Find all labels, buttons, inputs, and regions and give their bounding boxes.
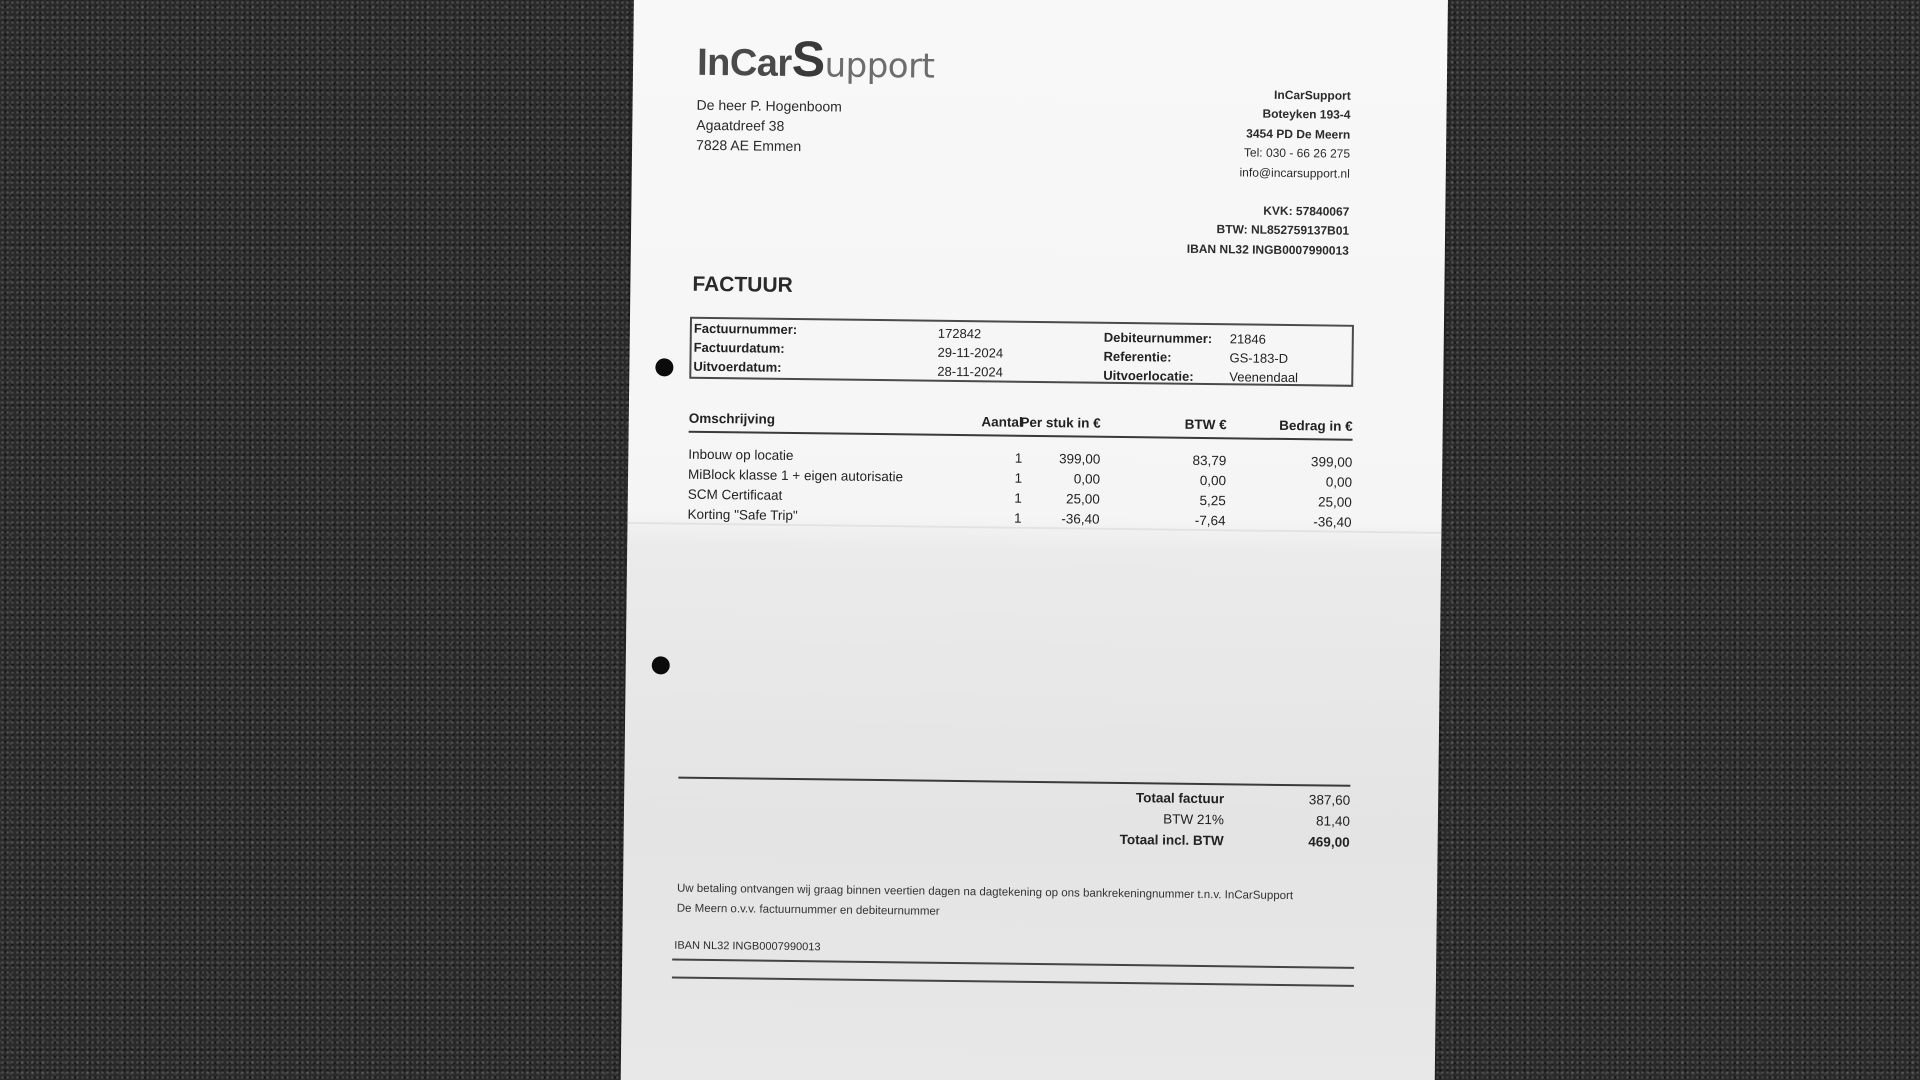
payment-instructions — [677, 879, 1357, 927]
row-description: Korting "Safe Trip" — [687, 506, 798, 524]
row-vat: 0,00 — [1199, 472, 1227, 489]
row-unit-price: 0,00 — [1073, 471, 1101, 487]
recipient-street: Agaatdreef 38 — [696, 116, 785, 134]
header-quantity: Aantal — [981, 414, 1023, 430]
punch-hole — [655, 358, 673, 376]
total-incl-label: Totaal incl. BTW — [1119, 831, 1224, 849]
invoice-number-label: Factuurnummer: — [693, 320, 798, 338]
company-details — [1187, 85, 1351, 261]
row-unit-price: 25,00 — [1065, 491, 1100, 507]
footer-rule — [672, 977, 1354, 987]
vat-total-value: 81,40 — [1316, 813, 1350, 829]
invoice-date-label: Factuurdatum: — [693, 339, 785, 356]
company-street: Boteyken 193-4 — [1262, 107, 1351, 123]
header-vat: BTW € — [1184, 416, 1227, 433]
row-amount: 25,00 — [1317, 494, 1352, 510]
execution-date-label: Uitvoerdatum: — [693, 358, 782, 375]
header-unit-price: Per stuk in € — [1020, 414, 1101, 431]
company-iban: IBAN NL32 INGB0007990013 — [1186, 241, 1349, 258]
invoice-info-box — [689, 317, 1354, 387]
footer-iban: IBAN NL32 INGB0007990013 — [674, 939, 821, 954]
row-description: Inbouw op locatie — [688, 446, 794, 463]
row-amount: -36,40 — [1313, 514, 1352, 530]
logo-text-incar: InCar — [696, 41, 793, 85]
company-email: info@incarsupport.nl — [1239, 165, 1350, 181]
row-unit-price: -36,40 — [1061, 511, 1100, 527]
location-value: Veenendaal — [1229, 369, 1299, 386]
row-quantity: 1 — [1014, 470, 1023, 486]
row-vat: 83,79 — [1192, 452, 1227, 469]
line-items-table — [687, 409, 1352, 533]
company-btw: BTW: NL852759137B01 — [1216, 222, 1350, 239]
payment-line-1: Uw betaling ontvangen wij graag binnen veertien dagen na dagtekening op ons bankrekeningnummer t.n.v. InCarSupport — [676, 882, 1294, 903]
recipient-city: 7828 AE Emmen — [696, 136, 802, 155]
total-incl-value: 469,00 — [1308, 834, 1350, 850]
debtor-value: 21846 — [1229, 331, 1267, 347]
company-city: 3454 PD De Meern — [1246, 126, 1351, 142]
invoice-number-value: 172842 — [937, 325, 982, 342]
row-amount: 0,00 — [1325, 474, 1353, 490]
recipient-name: De heer P. Hogenboom — [696, 96, 842, 115]
total-invoice-label: Totaal factuur — [1135, 790, 1225, 807]
debtor-label: Debiteurnummer: — [1103, 329, 1213, 347]
totals-block — [678, 785, 1351, 856]
row-description: SCM Certificaat — [687, 486, 783, 503]
logo-text-upport: upport — [824, 45, 935, 87]
document-title: FACTUUR — [692, 272, 793, 297]
vat-total-label: BTW 21% — [1163, 811, 1224, 828]
reference-label: Referentie: — [1103, 348, 1172, 365]
reference-value: GS-183-D — [1229, 350, 1289, 367]
payment-line-2: De Meern o.v.v. factuurnummer en debiteurnummer — [676, 902, 940, 918]
row-quantity: 1 — [1014, 490, 1022, 506]
invoice-date-value: 29-11-2024 — [937, 344, 1004, 361]
footer-rule — [672, 959, 1354, 969]
row-unit-price: 399,00 — [1058, 451, 1101, 467]
punch-hole — [652, 656, 670, 674]
company-kvk: KVK: 57840067 — [1263, 203, 1350, 219]
company-phone: Tel: 030 - 66 26 275 — [1243, 145, 1351, 161]
header-amount: Bedrag in € — [1279, 417, 1353, 434]
header-description: Omschrijving — [688, 410, 776, 427]
row-vat: -7,64 — [1194, 512, 1226, 529]
company-name: InCarSupport — [1274, 87, 1351, 103]
logo-text-s: S — [791, 30, 826, 88]
company-logo — [697, 29, 935, 90]
location-label: Uitvoerlocatie: — [1103, 367, 1194, 384]
total-invoice-value: 387,60 — [1308, 792, 1351, 808]
invoice-sheet — [620, 0, 1448, 1080]
row-quantity: 1 — [1013, 510, 1022, 526]
row-description: MiBlock klasse 1 + eigen autorisatie — [687, 466, 904, 485]
row-vat: 5,25 — [1199, 492, 1226, 509]
execution-date-value: 28-11-2024 — [937, 363, 1003, 380]
recipient-address — [696, 95, 842, 157]
row-quantity: 1 — [1014, 450, 1023, 466]
row-amount: 399,00 — [1310, 454, 1353, 470]
